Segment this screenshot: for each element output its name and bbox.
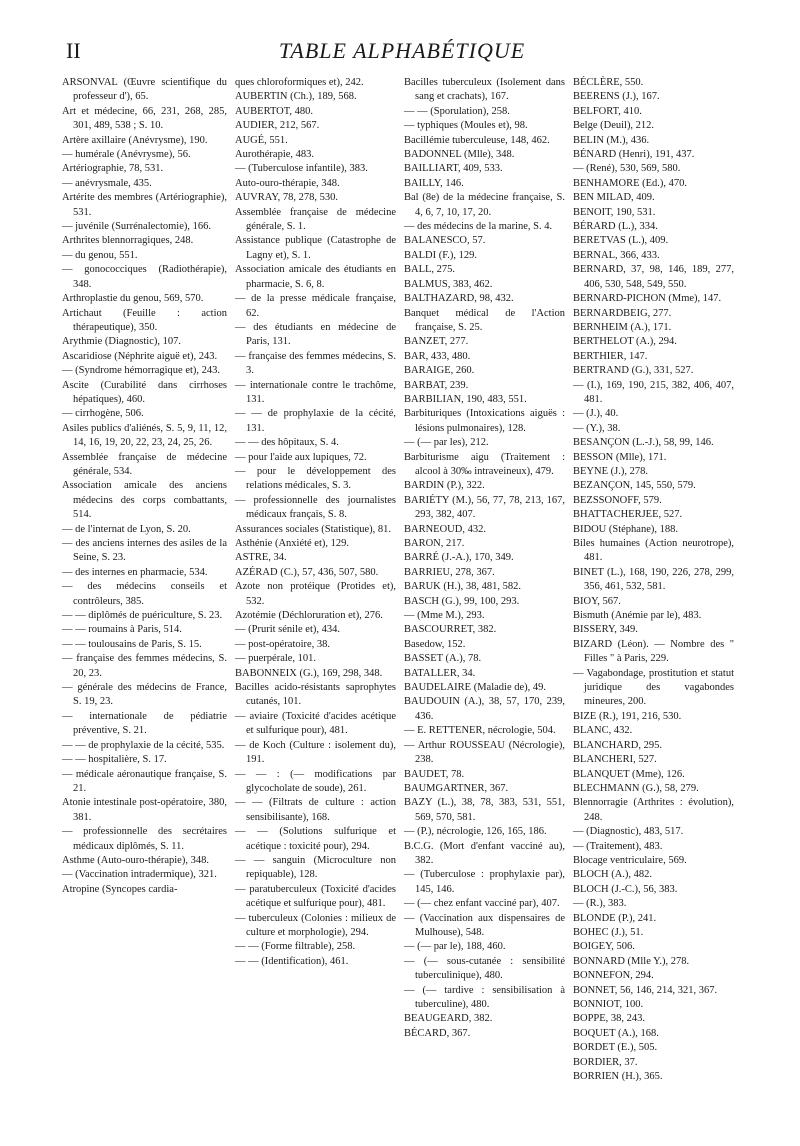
index-entry: ques chloroformiques et), 242.: [235, 77, 364, 88]
index-entry: — du genou, 551.: [62, 249, 138, 261]
index-entry: — générale des médecins de France, S. 19, 23.: [62, 682, 227, 708]
index-entry: BLANCHERI, 527.: [573, 754, 657, 766]
index-entry: BLONDE (P.), 241.: [573, 912, 657, 924]
index-entry: — E. RETTENER, nécrologie, 504.: [404, 725, 556, 737]
index-entry: — aviaire (Toxicité d'acides acétique et sulfurique pour), 481.: [235, 710, 396, 737]
index-entry: Assurances sociales (Statistique), 81.: [235, 523, 392, 535]
index-entry: — — roumains à Paris, 514.: [62, 624, 182, 636]
index-entry: BENHAMORE (Ed.), 470.: [573, 177, 688, 189]
index-entry: BÉNARD (Henri), 191, 437.: [573, 149, 695, 161]
index-entry: — — des hôpitaux, S. 4.: [235, 437, 339, 449]
index-entry: BALDI (F.), 129.: [404, 249, 477, 261]
index-entry: Atropine (Syncopes cardia-: [62, 883, 178, 895]
index-entry: — humérale (Anévrysme), 56.: [62, 149, 191, 161]
index-entry: BERNARD, 37, 98, 146, 189, 277, 406, 530, 548, 549, 550.: [573, 264, 734, 290]
index-entry: BORDIER, 37.: [573, 1056, 638, 1068]
index-entry: — gonococciques (Radiothérapie), 348.: [62, 264, 227, 290]
index-entry: — (Vaccination aux dispensaires de Mulhouse), 548.: [404, 912, 565, 938]
index-entry: Azote non protéique (Protides et), 532.: [235, 581, 396, 607]
index-entry: — post-opératoire, 38.: [235, 638, 331, 650]
index-entry: — anévrysmale, 435.: [62, 177, 152, 189]
index-entry: ASTRE, 34.: [235, 552, 287, 564]
index-entry: BAILLY, 146.: [404, 177, 464, 189]
index-entry: Artichaut (Feuille : action thérapeutique), 350.: [62, 307, 227, 333]
index-entry: Bal (8e) de la médecine française, S. 4, 6, 7, 10, 17, 20.: [404, 192, 565, 218]
index-entry: — Arthur ROUSSEAU (Nécrologie), 238.: [404, 739, 565, 766]
index-entry: BONNIOT, 100.: [573, 999, 644, 1010]
index-entry: — — de prophylaxie de la cécité, 535.: [62, 739, 225, 751]
index-entry: — internationale de pédiatrie préventive, S. 21.: [62, 710, 227, 737]
index-entry: Banquet médical de l'Action française, S. 25.: [404, 307, 565, 333]
index-entry: Assemblée française de médecine générale, 534.: [62, 451, 227, 477]
index-entry: BERTRAND (G.), 331, 527.: [573, 365, 694, 377]
index-entry: BLANC, 432.: [573, 725, 633, 737]
index-entry: Aurothérapie, 483.: [235, 149, 315, 161]
index-entry: BERTHELOT (A.), 294.: [573, 336, 677, 348]
index-entry: — (— sous-cutanée : sensibilité tuberculinique), 480.: [404, 955, 565, 982]
index-entry: BEAUGEARD, 382.: [404, 1013, 493, 1025]
index-entry: BIZARD (Léon). — Nombre des " Filles " à Paris, 229.: [573, 638, 734, 665]
index-entry: — (P.), nécrologie, 126, 165, 186.: [404, 826, 547, 838]
index-entry: BAUDET, 78.: [404, 768, 465, 780]
index-entry: Azotémie (Déchloruration et), 276.: [235, 610, 383, 622]
index-entry: BLECHMANN (G.), 58, 279.: [573, 782, 699, 794]
index-entry: — de Koch (Culture : isolement du), 191.: [235, 739, 396, 766]
index-entry: Arthroplastie du genou, 569, 570.: [62, 293, 204, 305]
index-entry: BALANESCO, 57.: [404, 235, 486, 247]
index-entry: BATALLER, 34.: [404, 667, 476, 679]
index-entry: BABONNEIX (G.), 169, 298, 348.: [235, 667, 383, 679]
page-number: II: [66, 38, 81, 63]
index-entry: BARIÉTY (M.), 56, 77, 78, 213, 167, 293, 382, 407.: [404, 494, 565, 521]
index-entry: BARNEOUD, 432.: [404, 523, 486, 535]
index-entry: BAZY (L.), 38, 78, 383, 531, 551, 569, 570, 581.: [404, 797, 565, 823]
index-entry: BIZE (R.), 191, 216, 530.: [573, 710, 682, 722]
index-entry: Bacilles acido-résistants saprophytes cutanés, 101.: [235, 682, 396, 708]
index-entry: BESSON (Mlle), 171.: [573, 451, 667, 463]
index-entry: — (Syndrome hémorragique et), 243.: [62, 365, 221, 377]
index-entry: — (René), 530, 569, 580.: [573, 163, 681, 175]
index-entry: BÉCARD, 367.: [404, 1027, 471, 1039]
index-entry: — des médecins de la marine, S. 4.: [404, 221, 553, 233]
index-entry: — cirrhogène, 506.: [62, 408, 144, 420]
index-entry: BEZANÇON, 145, 550, 579.: [573, 480, 696, 492]
index-entry: BOIGEY, 506.: [573, 941, 635, 953]
index-entry: BARBILIAN, 190, 483, 551.: [404, 393, 527, 405]
index-entry: — médicale aéronautique française, S. 21.: [62, 768, 227, 794]
index-entry: BERETVAS (L.), 409.: [573, 235, 669, 247]
index-entry: — internationale contre le trachôme, 131.: [235, 379, 396, 405]
index-entry: BISSERY, 349.: [573, 624, 638, 636]
index-entry: Barbituriques (Intoxications aiguës : lésions pulmonaires), 128.: [404, 408, 565, 434]
index-entry: Barbiturisme aigu (Traitement : alcool à 30‰ intraveineux), 479.: [404, 451, 565, 477]
index-entry: BIOY, 567.: [573, 595, 621, 607]
index-columns: [62, 76, 740, 1136]
index-entry: BOPPE, 38, 243.: [573, 1013, 646, 1025]
index-entry: — des anciens internes des asiles de la Seine, S. 23.: [62, 538, 227, 564]
index-entry: AUGÉ, 551.: [235, 134, 288, 146]
index-entry: — tuberculeux (Colonies : milieux de culture et morphologie), 294.: [235, 912, 396, 938]
index-entry: BARBAT, 239.: [404, 379, 469, 391]
index-entry: BONNARD (Mlle Y.), 278.: [573, 955, 690, 967]
index-entry: BLANCHARD, 295.: [573, 739, 662, 751]
index-entry: BAILLIART, 409, 533.: [404, 163, 503, 175]
index-entry: — (— chez enfant vacciné par), 407.: [404, 898, 560, 910]
index-entry: — (Traitement), 483.: [573, 840, 663, 852]
index-entry: Atonie intestinale post-opératoire, 380, 381.: [62, 797, 227, 823]
index-entry: Association amicale des étudiants en pharmacie, S. 6, 8.: [235, 264, 396, 290]
index-entry: Arythmie (Diagnostic), 107.: [62, 336, 181, 348]
index-entry: — — diplômés de puériculture, S. 23.: [62, 610, 223, 622]
index-entry: — juvénile (Surrénalectomie), 166.: [62, 221, 211, 233]
index-entry: BAUDELAIRE (Maladie de), 49.: [404, 682, 547, 694]
index-entry: Artérite des membres (Artériographie), 531.: [62, 192, 227, 218]
index-entry: — (J.), 40.: [573, 408, 619, 420]
index-entry: BEERENS (J.), 167.: [573, 91, 660, 103]
index-entry: BARAIGE, 260.: [404, 365, 475, 377]
index-entry: BARRÉ (J.-A.), 170, 349.: [404, 552, 514, 564]
index-entry: — (R.), 383.: [573, 898, 627, 910]
index-entry: BIDOU (Stéphane), 188.: [573, 523, 678, 535]
index-entry: — de l'internat de Lyon, S. 20.: [62, 523, 191, 535]
index-entry: BADONNEL (Mlle), 348.: [404, 149, 515, 161]
index-entry: BERNHEIM (A.), 171.: [573, 321, 672, 333]
index-entry: — — hospitalière, S. 17.: [62, 754, 167, 766]
index-entry: — puerpérale, 101.: [235, 653, 317, 665]
index-entry: — pour l'aide aux lupiques, 72.: [235, 451, 367, 463]
index-entry: BARDIN (P.), 322.: [404, 480, 485, 492]
index-entry: BOHEC (J.), 51.: [573, 926, 644, 938]
index-entry: — typhiques (Moules et), 98.: [404, 120, 528, 132]
index-entry: — des étudiants en médecine de Paris, 131.: [235, 321, 396, 348]
index-entry: — professionnelle des journalistes médicaux français, S. 8.: [235, 494, 396, 521]
index-entry: AUDIER, 212, 567.: [235, 120, 320, 132]
index-entry: BLOCH (J.-C.), 56, 383.: [573, 883, 678, 895]
index-entry: — des internes en pharmacie, 534.: [62, 566, 208, 578]
index-entry: BÉRARD (L.), 334.: [573, 221, 658, 233]
index-entry: Biles humaines (Action neurotrope), 481.: [573, 538, 734, 564]
index-entry: BERTHIER, 147.: [573, 350, 648, 362]
index-entry: BLOCH (A.), 482.: [573, 869, 653, 881]
index-entry: — — (Solutions sulfurique et acétique : toxicité pour), 294.: [235, 826, 396, 852]
index-entry: BASSET (A.), 78.: [404, 653, 482, 665]
index-entry: BERNAL, 366, 433.: [573, 249, 660, 261]
index-entry: AUBERTOT, 480.: [235, 105, 314, 117]
index-entry: BLANQUET (Mme), 126.: [573, 768, 685, 780]
index-column-1: [62, 76, 231, 1136]
index-entry: — — (Identification), 461.: [235, 955, 349, 967]
index-entry: Bacilles tuberculeux (Isolement dans sang et crachats), 167.: [404, 77, 565, 103]
index-entry: — — (Filtrats de culture : action sensibilisante), 168.: [235, 797, 396, 823]
index-entry: Assemblée française de médecine générale, S. 1.: [235, 206, 396, 233]
index-entry: BONNEFON, 294.: [573, 970, 654, 982]
index-column-3: [400, 76, 569, 1136]
index-entry: BOQUET (A.), 168.: [573, 1027, 659, 1039]
index-entry: — — toulousains de Paris, S. 15.: [62, 638, 202, 650]
index-entry: — — de prophylaxie de la cécité, 131.: [235, 408, 396, 434]
index-entry: — (Tuberculose infantile), 383.: [235, 163, 368, 175]
index-entry: BESANÇON (L.-J.), 58, 99, 146.: [573, 437, 714, 449]
index-entry: — (— par le), 188, 460.: [404, 941, 506, 953]
index-entry: BALL, 275.: [404, 264, 456, 276]
index-entry: BAR, 433, 480.: [404, 350, 471, 362]
index-entry: BONNET, 56, 146, 214, 321, 367.: [573, 984, 718, 996]
index-entry: Bismuth (Anémie par le), 483.: [573, 610, 702, 622]
index-entry: BAUMGARTNER, 367.: [404, 782, 509, 794]
index-entry: — française des femmes médecins, S. 3.: [235, 350, 396, 377]
index-entry: — (Mme M.), 293.: [404, 610, 485, 622]
index-entry: BARON, 217.: [404, 538, 465, 549]
index-entry: AUVRAY, 78, 278, 530.: [235, 192, 338, 204]
index-entry: — (Prurit sénile et), 434.: [235, 624, 340, 636]
index-entry: Auto-ouro-thérapie, 348.: [235, 177, 340, 189]
index-entry: BARRIEU, 278, 367.: [404, 566, 495, 578]
index-entry: — — (Forme filtrable), 258.: [235, 941, 356, 953]
index-entry: Ascaridiose (Néphrite aiguë et), 243.: [62, 350, 218, 362]
index-entry: Asiles publics d'aliénés, S. 5, 9, 11, 12, 14, 16, 19, 20, 22, 23, 24, 25, 26.: [62, 422, 227, 449]
index-entry: AUBERTIN (Ch.), 189, 568.: [235, 91, 357, 103]
index-entry: BORDET (E.), 505.: [573, 1042, 658, 1054]
index-entry: BEYNE (J.), 278.: [573, 465, 648, 477]
index-entry: — des médecins conseils et contrôleurs, 385.: [62, 581, 227, 607]
index-entry: BHATTACHERJEE, 527.: [573, 509, 683, 521]
index-entry: BERNARDBEIG, 277.: [573, 307, 672, 319]
index-column-2: [231, 76, 400, 1136]
index-entry: BASCOURRET, 382.: [404, 624, 497, 636]
index-entry: — (Y.), 38.: [573, 422, 621, 434]
index-entry: BELFORT, 410.: [573, 105, 642, 117]
index-entry: — (I.), 169, 190, 215, 382, 406, 407, 481.: [573, 379, 734, 405]
index-entry: Blocage ventriculaire, 569.: [573, 854, 687, 866]
index-entry: Arthrites blennorragiques, 248.: [62, 235, 194, 247]
index-entry: Asthénie (Anxiété et), 129.: [235, 538, 350, 549]
index-entry: Ascite (Curabilité dans cirrhoses hépatiques), 460.: [62, 379, 227, 405]
index-entry: — (— par les), 212.: [404, 437, 489, 449]
index-entry: Art et médecine, 66, 231, 268, 285, 301, 489, 538 ; S. 10.: [62, 105, 227, 132]
index-entry: BALMUS, 383, 462.: [404, 278, 493, 290]
index-entry: — — sanguin (Microculture non repiquable), 128.: [235, 854, 396, 881]
index-column-4: [569, 76, 738, 1136]
index-entry: BARUK (H.), 38, 481, 582.: [404, 581, 521, 593]
index-entry: — Vagabondage, prostitution et statut juridique des vagabondes mineures, 200.: [573, 667, 734, 708]
index-entry: BÉCLÈRE, 550.: [573, 77, 644, 88]
index-entry: — (— tardive : sensibilisation à tuberculine), 480.: [404, 984, 565, 1010]
index-entry: BENOIT, 190, 531.: [573, 206, 656, 218]
index-entry: Blennorragie (Arthrites : évolution), 248.: [573, 797, 734, 823]
index-entry: Assistance publique (Catastrophe de Lagny et), S. 1.: [235, 235, 396, 261]
index-entry: — de la presse médicale française, 62.: [235, 293, 396, 319]
page-title: TABLE ALPHABÉTIQUE: [278, 38, 526, 63]
index-entry: — — (Sporulation), 258.: [404, 105, 510, 117]
index-entry: — professionnelle des secrétaires médicaux diplômés, S. 11.: [62, 826, 227, 852]
index-entry: — paratuberculeux (Toxicité d'acides acétique et sulfurique pour), 481.: [235, 883, 396, 910]
index-entry: — — : (— modifications par glycocholate de soude), 261.: [235, 768, 396, 794]
index-entry: — (Vaccination intradermique), 321.: [62, 869, 217, 881]
index-entry: Artériographie, 78, 531.: [62, 163, 164, 175]
index-entry: Artère axillaire (Anévrysme), 190.: [62, 134, 208, 146]
index-entry: BALTHAZARD, 98, 432.: [404, 293, 514, 305]
index-entry: Basedow, 152.: [404, 638, 466, 650]
index-entry: — (Tuberculose : prophylaxie par), 145, 146.: [404, 869, 565, 895]
index-entry: Bacillémie tuberculeuse, 148, 462.: [404, 134, 550, 146]
index-entry: BINET (L.), 168, 190, 226, 278, 299, 356, 461, 532, 581.: [573, 566, 734, 593]
index-entry: BELIN (M.), 436.: [573, 134, 650, 146]
page-header: [66, 38, 738, 68]
index-entry: BASCH (G.), 99, 100, 293.: [404, 595, 520, 607]
index-entry: Asthme (Auto-ouro-thérapie), 348.: [62, 854, 209, 866]
index-entry: BEZSSONOFF, 579.: [573, 494, 662, 506]
index-entry: — française des femmes médecins, S. 20, 23.: [62, 653, 227, 679]
index-entry: AZÉRAD (C.), 57, 436, 507, 580.: [235, 566, 379, 578]
index-entry: — pour le développement des relations médicales, S. 3.: [235, 465, 396, 492]
index-entry: BERNARD-PICHON (Mme), 147.: [573, 293, 722, 305]
index-entry: Belge (Deuil), 212.: [573, 120, 655, 132]
index-entry: BANZET, 277.: [404, 336, 469, 348]
index-entry: ARSONVAL (Œuvre scientifique du professeur d'), 65.: [62, 77, 227, 103]
index-entry: — (Diagnostic), 483, 517.: [573, 826, 684, 838]
index-entry: B.C.G. (Mort d'enfant vacciné au), 382.: [404, 840, 565, 866]
index-entry: Association amicale des anciens médecins des corps combattants, 514.: [62, 480, 227, 521]
index-entry: BEN MILAD, 409.: [573, 192, 655, 204]
index-entry: BORRIEN (H.), 365.: [573, 1071, 663, 1083]
index-entry: BAUDOUIN (A.), 38, 57, 170, 239, 436.: [404, 696, 565, 722]
